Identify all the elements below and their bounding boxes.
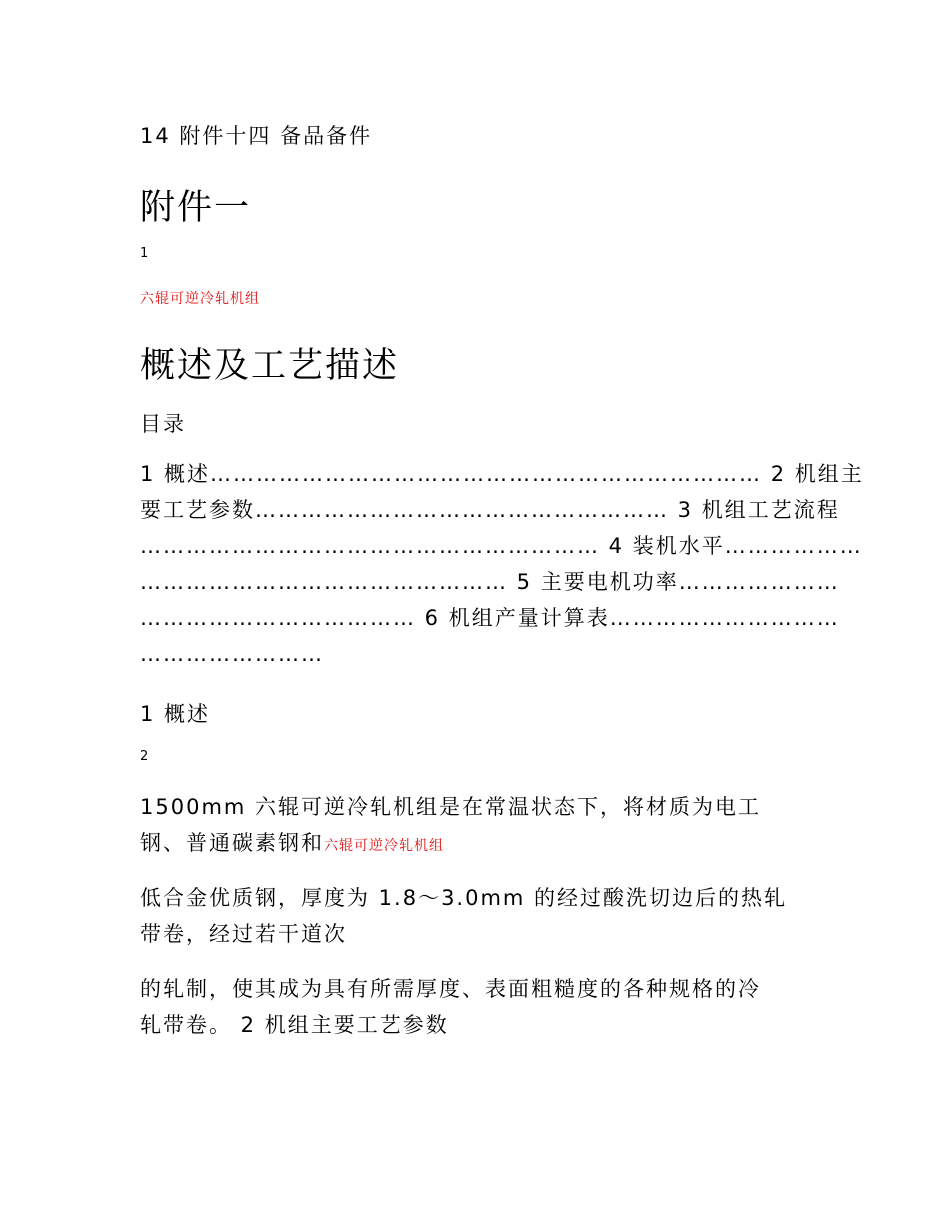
paragraph-text: 钢、普通碳素钢和 bbox=[140, 831, 324, 855]
paragraph-line: 1500mm 六辊可逆冷轧机组是在常温状态下，将材质为电工 bbox=[140, 795, 762, 819]
running-header-inline: 六辊可逆冷轧机组 bbox=[324, 838, 444, 854]
paragraph-line: 带卷，经过若干道次 bbox=[140, 922, 347, 946]
toc-line: ………………………………………… 5 主要电机功率………………… bbox=[140, 570, 840, 594]
running-header: 六辊可逆冷轧机组 bbox=[140, 291, 260, 307]
paragraph-line bbox=[140, 825, 761, 864]
table-of-contents bbox=[140, 456, 864, 672]
paragraph-1 bbox=[140, 789, 761, 864]
section-1-title: 1 概述 bbox=[140, 702, 211, 726]
paragraph-3 bbox=[140, 971, 761, 1043]
appendix-list-line: 14 附件十四 备品备件 bbox=[140, 124, 373, 148]
paragraph-2 bbox=[140, 880, 787, 952]
section-heading: 概述及工艺描述 bbox=[140, 346, 400, 386]
toc-line: 要工艺参数……………………………………………… 3 机组工艺流程 bbox=[140, 498, 840, 522]
appendix-heading: 附件一 bbox=[140, 188, 252, 228]
toc-line: ……………………………… 6 机组产量计算表………………………… bbox=[140, 606, 840, 630]
toc-line: 1 概述……………………………………………………………… 2 机组主 bbox=[140, 462, 864, 486]
paragraph-line: 轧带卷。 2 机组主要工艺参数 bbox=[140, 1013, 449, 1037]
paragraph-line: 的轧制，使其成为具有所需厚度、表面粗糙度的各种规格的冷 bbox=[140, 977, 761, 1001]
paragraph-line: 低合金优质钢，厚度为 1.8～3.0mm 的经过酸洗切边后的热轧 bbox=[140, 886, 788, 910]
toc-title: 目录 bbox=[140, 412, 186, 436]
toc-line: …………………………………………………… 4 装机水平……………… bbox=[140, 534, 863, 558]
page-number: 2 bbox=[140, 749, 149, 764]
toc-line: …………………… bbox=[140, 642, 324, 666]
page-number: 1 bbox=[140, 246, 149, 261]
